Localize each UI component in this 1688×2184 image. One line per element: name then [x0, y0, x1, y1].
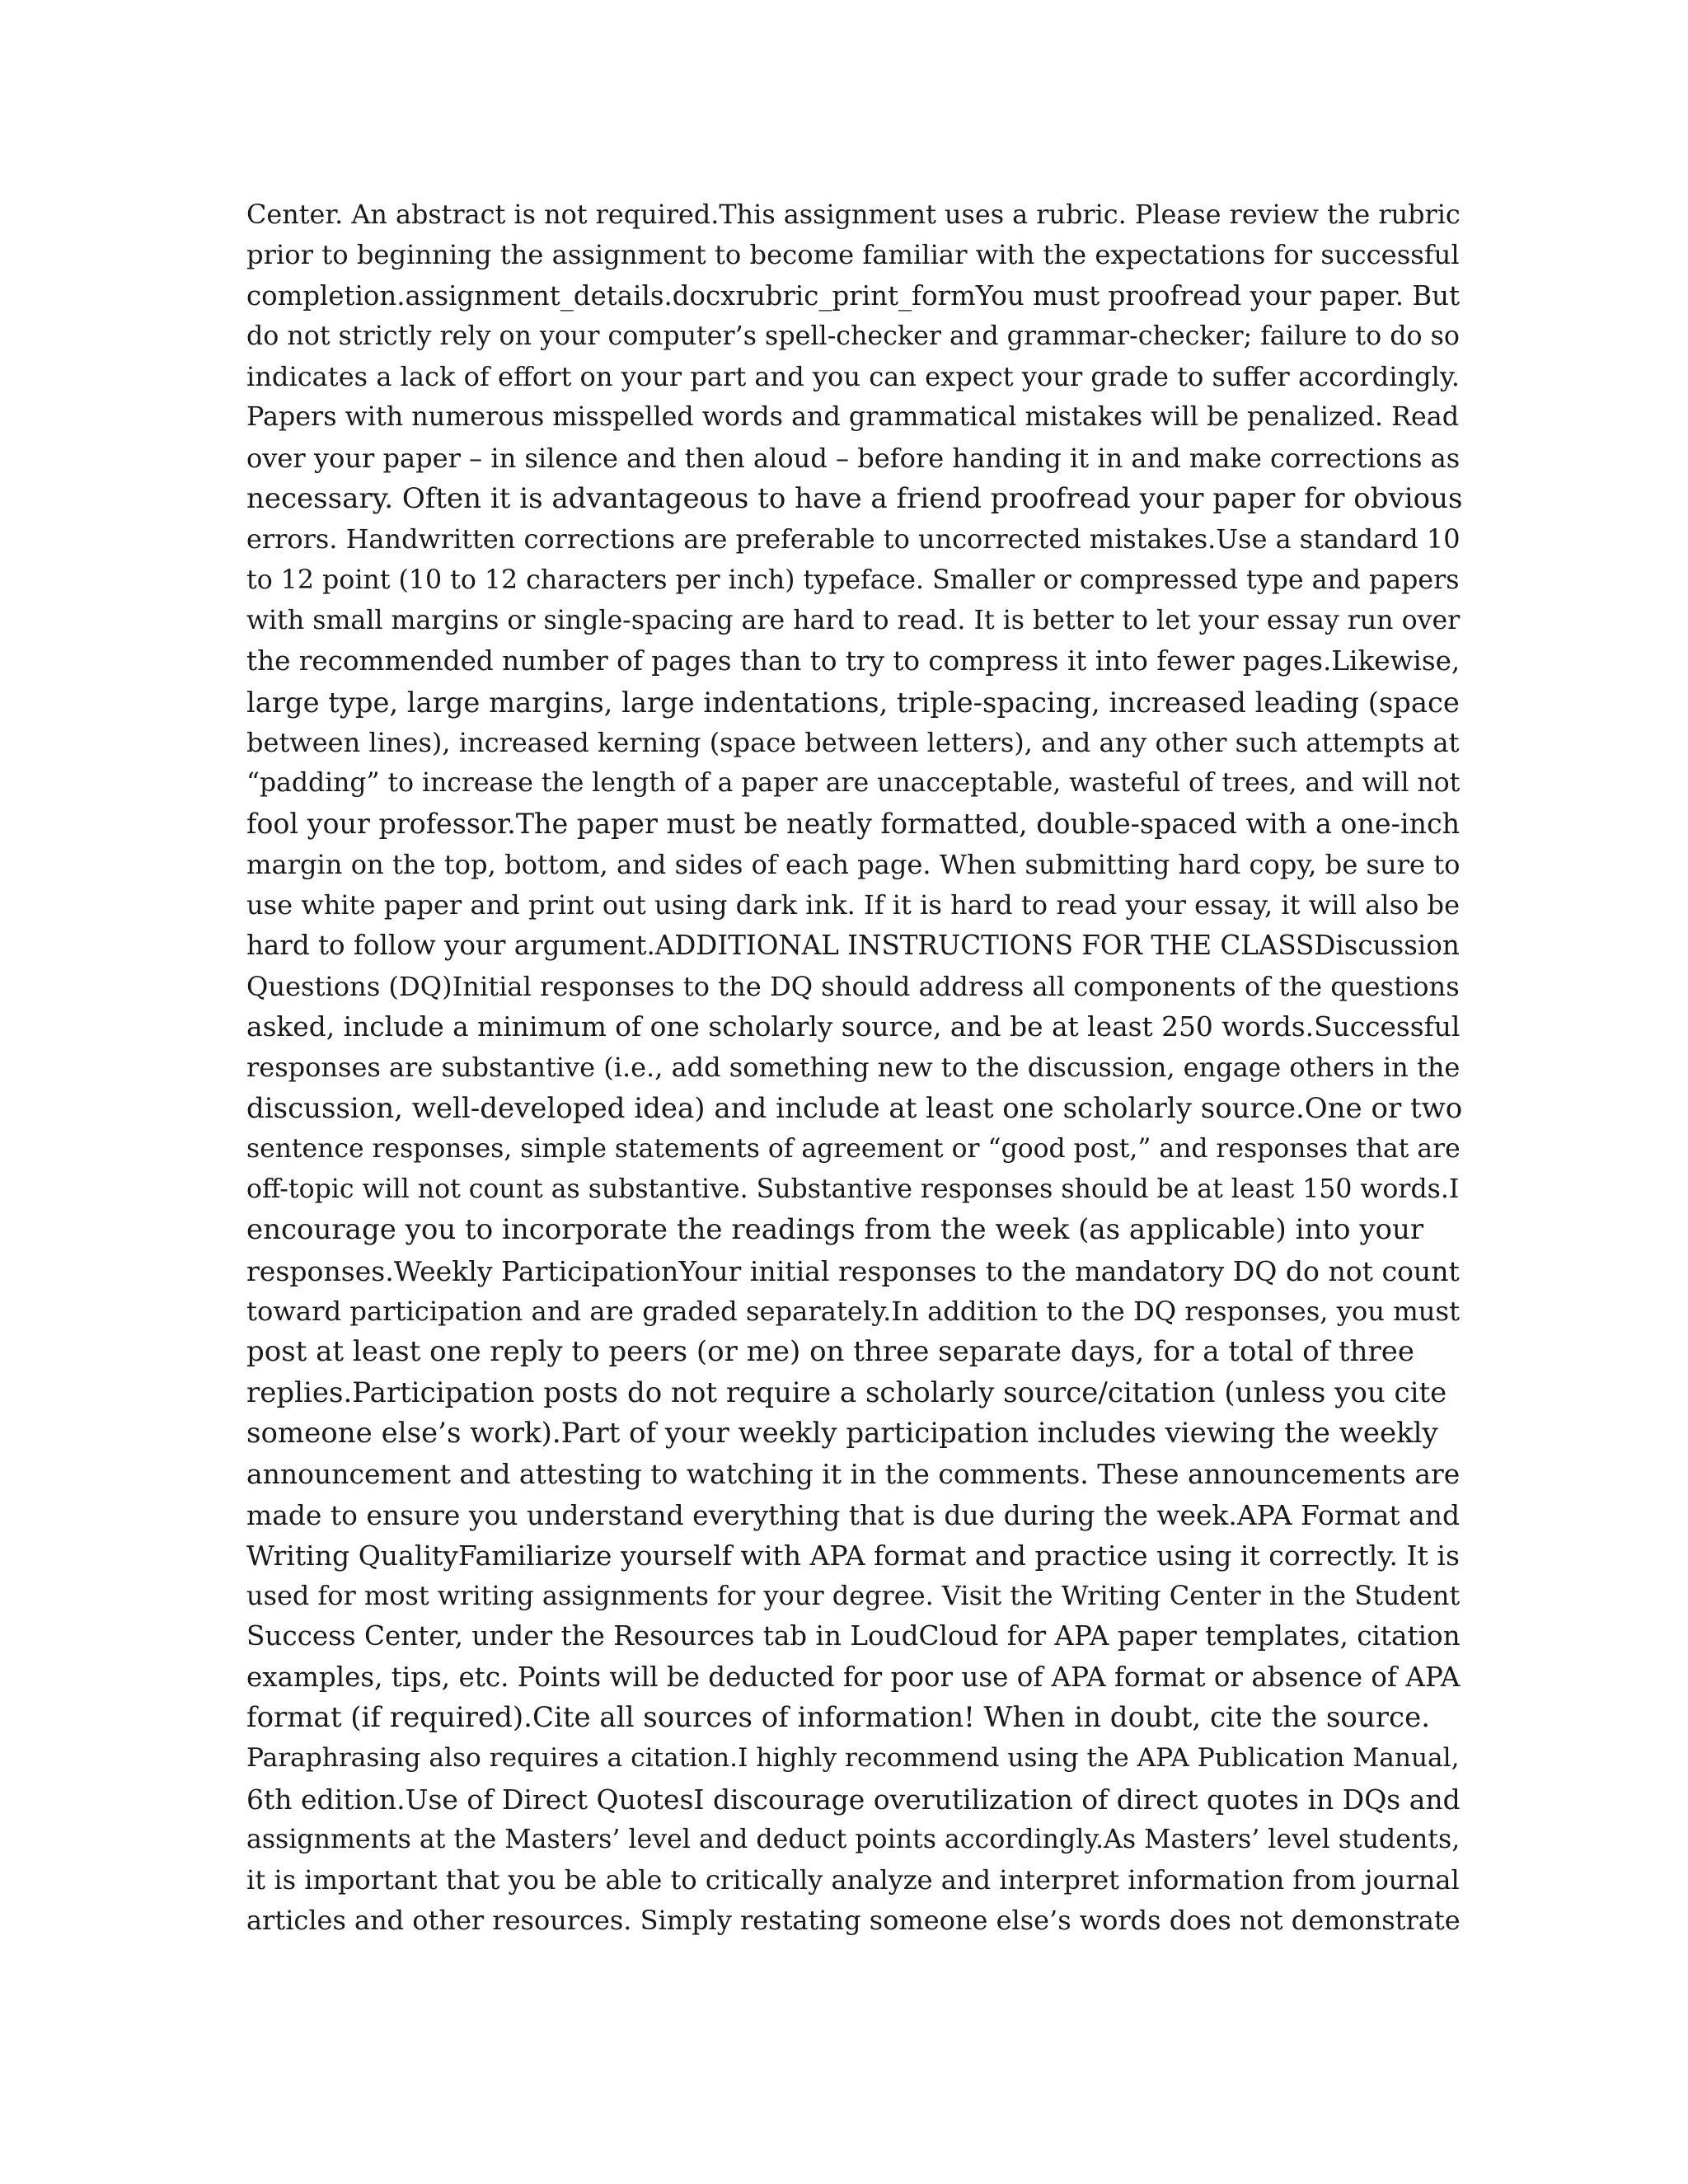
text-line: do not strictly rely on your computer’s spell-checker and grammar-checker; failure to do so	[246, 321, 1461, 351]
text-line: completion.assignment_details.docxrubric_print_formYou must proofread your paper. But	[246, 279, 1461, 312]
text-line: prior to beginning the assignment to become familiar with the expectations for successful	[246, 239, 1460, 271]
body-text	[246, 194, 1466, 1942]
text-line: fool your professor.The paper must be neatly formatted, double-spaced with a one-inch	[246, 808, 1461, 841]
text-line: discussion, well-developed idea) and include at least one scholarly source.One or two	[246, 1091, 1463, 1125]
text-line: articles and other resources. Simply restating someone else’s words does not demonstrate	[246, 1905, 1461, 1937]
text-line: Center. An abstract is not required.This assignment uses a rubric. Please review the rubric	[246, 199, 1461, 230]
text-line: examples, tips, etc. Points will be deducted for poor use of APA format or absence of APA	[246, 1661, 1461, 1693]
text-line: format (if required).Cite all sources of information! When in doubt, cite the source.	[246, 1700, 1431, 1734]
text-line: “padding” to increase the length of a paper are unacceptable, wasteful of trees, and will not	[246, 768, 1461, 799]
text-line: made to ensure you understand everything that is due during the week.APA Format and	[246, 1498, 1461, 1531]
text-line: margin on the top, bottom, and sides of each page. When submitting hard copy, be sure to	[246, 848, 1461, 880]
text-line: responses are substantive (i.e., add something new to the discussion, engage others in the	[246, 1052, 1461, 1084]
text-line: replies.Participation posts do not require a scholarly source/citation (unless you cite	[246, 1376, 1447, 1409]
text-line: to 12 point (10 to 12 characters per inch) typeface. Smaller or compressed type and papers	[246, 565, 1460, 595]
text-line: necessary. Often it is advantageous to have a friend proofread your paper for obvious	[246, 482, 1463, 516]
text-line: sentence responses, simple statements of agreement or “good post,” and responses that are	[246, 1133, 1461, 1164]
text-line: someone else’s work).Part of your weekly participation includes viewing the weekly	[246, 1416, 1438, 1450]
text-line: the recommended number of pages than to try to compress it into fewer pages.Likewise,	[246, 645, 1461, 677]
text-line: use white paper and print out using dark ink. If it is hard to read your essay, it will also be	[246, 889, 1461, 921]
text-line: indicates a lack of effort on your part and you can expect your grade to suffer accordingly.	[246, 361, 1460, 393]
text-line: toward participation and are graded separately.In addition to the DQ responses, you must	[246, 1296, 1461, 1328]
text-line: hard to follow your argument.ADDITIONAL INSTRUCTIONS FOR THE CLASSDiscussion	[246, 930, 1460, 962]
text-line: post at least one reply to peers (or me) on three separate days, for a total of three	[246, 1335, 1415, 1369]
text-line: it is important that you be able to critically analyze and interpret information from journal	[246, 1864, 1460, 1896]
text-line: off-topic will not count as substantive. Substantive responses should be at least 150 words.I	[246, 1174, 1460, 1205]
text-line: Questions (DQ)Initial responses to the DQ should address all components of the questions	[246, 970, 1460, 1002]
text-line: 6th edition.Use of Direct QuotesI discourage overutilization of direct quotes in DQs and	[246, 1783, 1461, 1816]
text-line: Success Center, under the Resources tab in LoudCloud for APA paper templates, citation	[246, 1620, 1461, 1652]
text-line: assignments at the Masters’ level and deduct points accordingly.As Masters’ level students,	[246, 1824, 1461, 1854]
text-line: with small margins or single-spacing are hard to read. It is better to let your essay run over	[246, 605, 1461, 635]
text-line: over your paper – in silence and then aloud – before handing it in and make corrections as	[246, 442, 1461, 474]
text-line: used for most writing assignments for your degree. Visit the Writing Center in the Student	[246, 1580, 1461, 1612]
text-line: encourage you to incorporate the readings from the week (as applicable) into your	[246, 1213, 1424, 1247]
text-line: between lines), increased kerning (space between letters), and any other such attempts at	[246, 726, 1460, 758]
text-line: asked, include a minimum of one scholarly source, and be at least 250 words.Successful	[246, 1010, 1461, 1043]
text-line: Papers with numerous misspelled words and grammatical mistakes will be penalized. Read	[246, 402, 1460, 433]
text-line: Paraphrasing also requires a citation.I highly recommend using the APA Publication Manual,	[246, 1743, 1460, 1774]
text-line: responses.Weekly ParticipationYour initial responses to the mandatory DQ do not count	[246, 1254, 1460, 1287]
text-line: Writing QualityFamiliarize yourself with APA format and practice using it correctly. It is	[246, 1539, 1460, 1572]
text-line: announcement and attesting to watching it in the comments. These announcements are	[246, 1458, 1461, 1491]
text-line: large type, large margins, large indentations, triple-spacing, increased leading (space	[246, 686, 1460, 719]
text-line: errors. Handwritten corrections are preferable to uncorrected mistakes.Use a standard 10	[246, 523, 1461, 555]
